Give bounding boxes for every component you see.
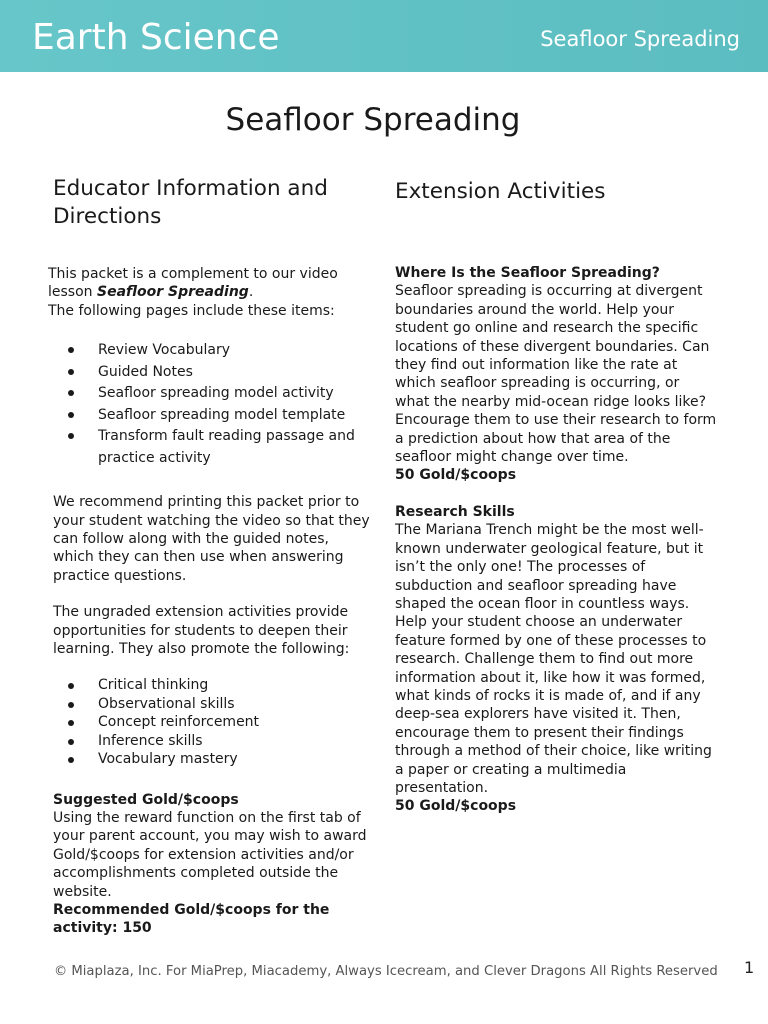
extension-column — [395, 178, 717, 816]
recommended-gold: Recommended Gold/$coops for the activity: 150 — [53, 901, 330, 937]
list-item: Observational skills — [53, 695, 371, 713]
extension-heading: Extension Activities — [395, 179, 606, 204]
list-item: Transform fault reading passage and practice activity — [53, 426, 371, 469]
page-title: Seafloor Spreading — [225, 102, 521, 138]
gold-heading: Suggested Gold/$coops — [53, 791, 239, 808]
list-item: Seafloor spreading model template — [53, 405, 371, 427]
list-item: Seafloor spreading model activity — [53, 383, 371, 405]
educator-heading: Educator Information and Directions — [53, 176, 328, 229]
intro-prefix: This packet is a complement to our video lesson — [48, 266, 338, 301]
intro-paragraph — [48, 265, 378, 302]
page-number: 1 — [744, 958, 755, 977]
brand-title: Earth Science — [32, 17, 280, 58]
list-item: Critical thinking — [53, 676, 371, 694]
copyright-footer: © Miaplaza, Inc. For MiaPrep, Miacademy, Always Icecream, and Clever Dragons All Rights Reserved — [54, 964, 718, 979]
list-item: Inference skills — [53, 732, 371, 750]
header-topic: Seafloor Spreading — [540, 27, 740, 51]
recommend-paragraph: We recommend printing this packet prior to your student watching the video so that they can follow along with the guided notes, which they can then use when answering practice questions. — [53, 494, 370, 584]
intro-line: The following pages include these items: — [48, 302, 335, 319]
packet-items-list — [53, 340, 371, 469]
activity-reward: 50 Gold/$coops — [395, 798, 517, 815]
activity-title: Where Is the Seafloor Spreading? — [395, 265, 660, 281]
activity-text: The Mariana Trench might be the most well-known underwater geological feature, but it isn’t the only one! The processes of subduction and seafloor spreading have shaped the ocean floor in countless ways. Help your student choose an underwater feature formed by one of these processes to research. Challenge them to find out more information about it, like how it was formed, what kinds of rocks it is made of, and if any deep-sea explorers have visited it. Then, encourage them to present their findings through a method of their choice, like writing a paper or creating a multimedia presentation. — [395, 522, 712, 796]
activity-text: Seafloor spreading is occurring at divergent boundaries around the world. Help your student go online and research the specific locations of these divergent boundaries. Can they find out information like the rate at which seafloor spreading is occurring, or what the nearby mid-ocean ridge looks like? Encourage them to use their research to form a prediction about how that area of the seafloor might change over time. — [395, 283, 717, 466]
list-item: Guided Notes — [53, 362, 371, 384]
educator-column — [48, 175, 371, 938]
list-item: Vocabulary mastery — [53, 750, 371, 768]
list-item: Concept reinforcement — [53, 713, 371, 731]
skills-list — [53, 676, 371, 768]
extension-paragraph: The ungraded extension activities provide opportunities for students to deepen their learning. They also promote the following: — [53, 604, 350, 658]
list-item: Review Vocabulary — [53, 340, 371, 362]
intro-suffix: . — [248, 284, 254, 301]
intro-lesson-title: Seafloor Spreading — [96, 284, 249, 301]
activity-title: Research Skills — [395, 503, 515, 520]
header-banner — [0, 0, 768, 72]
activity-reward: 50 Gold/$coops — [395, 467, 517, 484]
gold-text: Using the reward function on the first tab of your parent account, you may wish to award Gold/$coops for extension activities and/or accomplishments completed outside the website. — [53, 809, 367, 900]
